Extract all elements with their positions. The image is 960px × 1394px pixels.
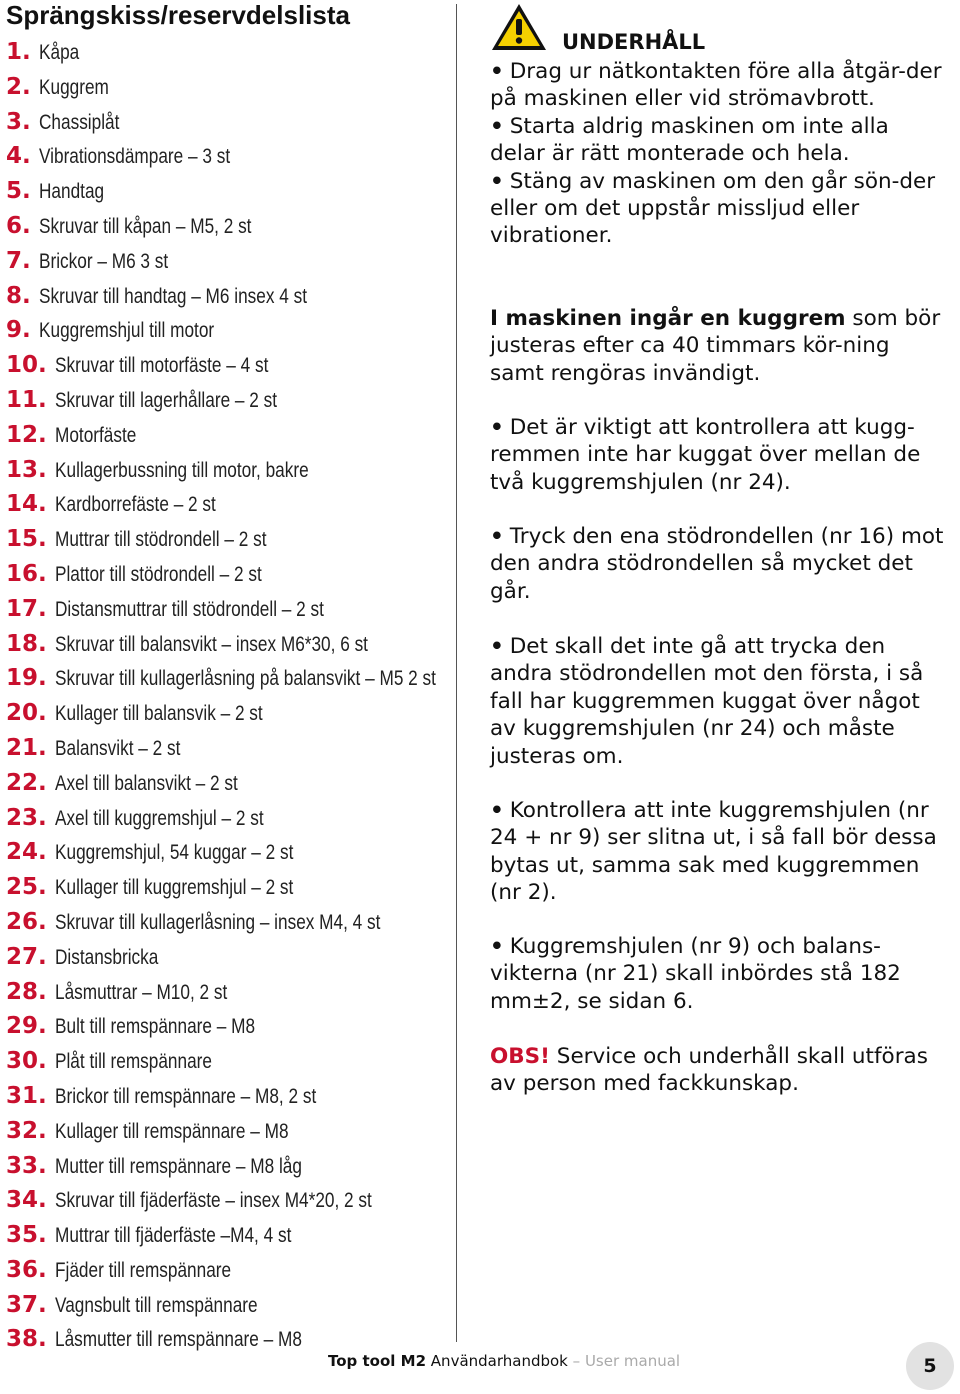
list-item — [6, 1009, 451, 1044]
list-item — [6, 1183, 451, 1218]
parts-list — [6, 35, 451, 1357]
part-text: Bult till remspännare – M8 — [54, 1015, 255, 1039]
bullet-icon: • — [490, 168, 504, 194]
part-text: Skruvar till lagerhållare – 2 st — [54, 388, 277, 412]
bullet-icon: • — [490, 634, 504, 659]
list-item — [6, 940, 451, 975]
list-item — [6, 1288, 451, 1323]
part-number: 25. — [6, 874, 47, 901]
part-text: Kullager till balansvik – 2 st — [54, 702, 263, 726]
footer-manual-sv: Användarhandbok — [430, 1352, 568, 1370]
list-item — [6, 801, 451, 836]
part-number: 36. — [6, 1256, 47, 1283]
page-number: 5 — [906, 1342, 954, 1390]
part-text: Skruvar till motorfäste – 4 st — [54, 354, 269, 378]
part-text: Skruvar till handtag – M6 insex 4 st — [38, 284, 307, 308]
warnings-list — [490, 58, 950, 250]
list-item — [6, 418, 451, 453]
warning-text: Drag ur nätkontakten före alla åtgär-der på maskinen eller vid strömavbrott. — [490, 59, 942, 112]
warning-triangle-icon — [490, 2, 548, 52]
list-item — [490, 58, 950, 113]
part-text: Låsmuttrar – M10, 2 st — [54, 980, 228, 1004]
part-number: 38. — [6, 1326, 47, 1353]
part-number: 34. — [6, 1187, 47, 1214]
bullet-icon: • — [490, 113, 504, 139]
part-number: 6. — [6, 212, 31, 239]
part-text: Kuggremshjul till motor — [38, 319, 214, 343]
list-item — [6, 522, 451, 557]
check-text: Kontrollera att inte kuggremshjulen (nr 24 + nr 9) ser slitna ut, i så fall bör dessa bytas ut, samma sak med kuggremmen (nr 2). — [490, 798, 937, 906]
check-item — [490, 933, 950, 1015]
part-text: Skruvar till kullagerlåsning – insex M4, 4 st — [54, 910, 381, 934]
part-number: 28. — [6, 978, 47, 1005]
check-text: Det är viktigt att kontrollera att kugg-remmen inte har kuggat över mellan de två kuggremshjulen (nr 24). — [490, 415, 921, 495]
part-number: 7. — [6, 247, 31, 274]
part-text: Chassiplåt — [38, 110, 120, 134]
check-item — [490, 414, 950, 496]
obs-note — [490, 1043, 950, 1098]
part-number: 10. — [6, 352, 47, 379]
list-item — [6, 870, 451, 905]
bullet-icon: • — [490, 59, 504, 84]
part-text: Muttrar till stödrondell – 2 st — [54, 528, 267, 552]
part-number: 20. — [6, 700, 47, 727]
obs-text: Service och underhåll skall utföras av person med fackkunskap. — [490, 1044, 928, 1097]
part-number: 23. — [6, 804, 47, 831]
part-text: Motorfäste — [54, 423, 137, 447]
list-item — [6, 279, 451, 314]
part-text: Brickor till remspännare – M8, 2 st — [54, 1084, 317, 1108]
page-footer — [328, 1352, 680, 1370]
part-text: Brickor – M6 3 st — [38, 249, 168, 273]
list-item — [6, 1044, 451, 1079]
part-number: 32. — [6, 1117, 47, 1144]
part-number: 31. — [6, 1082, 47, 1109]
part-text: Skruvar till balansvikt – insex M6*30, 6 st — [54, 632, 368, 656]
list-item — [6, 348, 451, 383]
part-number: 29. — [6, 1013, 47, 1040]
list-item — [6, 244, 451, 279]
list-item — [6, 696, 451, 731]
part-text: Skruvar till kullagerlåsning på balansvikt – M5 2 st — [54, 667, 436, 691]
list-item — [6, 627, 451, 662]
list-item — [6, 592, 451, 627]
list-item — [6, 1114, 451, 1149]
list-item — [6, 661, 451, 696]
part-number: 4. — [6, 143, 31, 170]
part-text: Kardborrefäste – 2 st — [54, 493, 216, 517]
part-number: 26. — [6, 908, 47, 935]
list-item — [490, 113, 950, 168]
bullet-icon: • — [490, 524, 504, 549]
list-item — [6, 1218, 451, 1253]
part-text: Kåpa — [38, 41, 79, 64]
warning-text: Stäng av maskinen om den går sön-der eller om det uppstår missljud eller vibrationer. — [490, 168, 936, 249]
part-number: 11. — [6, 386, 47, 413]
list-item — [6, 139, 451, 174]
footer-separator: – — [572, 1352, 581, 1370]
part-number: 17. — [6, 595, 47, 622]
list-item — [6, 313, 451, 348]
list-item — [6, 1079, 451, 1114]
list-item — [6, 905, 451, 940]
part-number: 15. — [6, 526, 47, 553]
list-item — [6, 105, 451, 140]
part-text: Plåt till remspännare — [54, 1050, 212, 1074]
part-number: 2. — [6, 73, 31, 100]
list-item — [6, 975, 451, 1010]
part-text: Balansvikt – 2 st — [54, 736, 181, 760]
list-item — [6, 487, 451, 522]
part-number: 8. — [6, 282, 31, 309]
check-item — [490, 523, 950, 605]
list-item — [6, 453, 451, 488]
part-text: Kullagerbussning till motor, bakre — [54, 458, 309, 482]
part-number: 35. — [6, 1222, 47, 1249]
list-item — [6, 70, 451, 105]
list-item — [6, 209, 451, 244]
check-item — [490, 633, 950, 770]
part-text: Kuggremshjul, 54 kuggar – 2 st — [54, 841, 294, 865]
check-item — [490, 797, 950, 907]
bullet-icon: • — [490, 415, 504, 440]
part-text: Skruvar till fjäderfäste – insex M4*20, 2 st — [54, 1189, 372, 1213]
part-number: 22. — [6, 769, 47, 796]
part-number: 24. — [6, 839, 47, 866]
footer-manual-en: User manual — [584, 1352, 681, 1370]
part-number: 9. — [6, 317, 31, 344]
part-text: Skruvar till kåpan – M5, 2 st — [38, 214, 252, 238]
list-item — [6, 766, 451, 801]
list-item — [490, 168, 950, 250]
list-item — [6, 383, 451, 418]
intro-paragraph — [490, 305, 950, 387]
part-text: Vibrationsdämpare – 3 st — [38, 145, 230, 169]
part-number: 12. — [6, 421, 47, 448]
part-text: Muttrar till fjäderfäste –M4, 4 st — [54, 1224, 292, 1248]
list-item — [6, 35, 451, 70]
part-text: Distansbricka — [54, 945, 159, 969]
part-text: Handtag — [38, 180, 104, 204]
page-title: Sprängskiss/reservdelslista — [6, 0, 350, 30]
check-text: Det skall det inte gå att trycka den andra stödrondellen mot den första, i så fall har kuggremmen kuggat över något av kuggremshjulen (nr 24) och måste justeras om. — [490, 634, 924, 769]
maintenance-heading: UNDERHÅLL — [562, 30, 706, 54]
bullet-icon: • — [490, 798, 504, 823]
part-text: Vagnsbult till remspännare — [54, 1293, 258, 1317]
part-text: Distansmuttrar till stödrondell – 2 st — [54, 597, 324, 621]
check-text: Kuggremshjulen (nr 9) och balans-vikterna (nr 21) skall inbördes stå 182 mm±2, se sidan 6. — [490, 934, 901, 1014]
check-text: Tryck den ena stödrondellen (nr 16) mot den andra stödrondellen så mycket det går. — [490, 524, 944, 604]
part-number: 16. — [6, 560, 47, 587]
footer-brand: Top tool M2 — [328, 1352, 427, 1370]
list-item — [6, 1253, 451, 1288]
list-item — [6, 731, 451, 766]
part-number: 1. — [6, 39, 31, 65]
column-divider — [456, 4, 457, 1342]
part-number: 21. — [6, 734, 47, 761]
part-number: 13. — [6, 456, 47, 483]
part-number: 30. — [6, 1048, 47, 1075]
bullet-icon: • — [490, 934, 504, 959]
part-number: 27. — [6, 943, 47, 970]
list-item — [6, 557, 451, 592]
list-item — [6, 174, 451, 209]
intro-bold: I maskinen ingår en kuggrem — [490, 306, 846, 331]
part-number: 5. — [6, 178, 31, 205]
part-text: Låsmutter till remspännare – M8 — [54, 1328, 302, 1352]
part-text: Fjäder till remspännare — [54, 1258, 231, 1282]
part-text: Kuggrem — [38, 75, 109, 99]
warning-text: Starta aldrig maskinen om inte alla delar är rätt monterade och hela. — [490, 113, 889, 167]
part-number: 3. — [6, 108, 31, 135]
part-text: Axel till balansvikt – 2 st — [54, 771, 238, 795]
part-number: 19. — [6, 665, 47, 692]
part-number: 37. — [6, 1291, 47, 1318]
part-number: 18. — [6, 630, 47, 657]
part-number: 14. — [6, 491, 47, 518]
part-text: Kullager till remspännare – M8 — [54, 1119, 289, 1143]
part-text: Mutter till remspännare – M8 låg — [54, 1154, 302, 1178]
part-text: Plattor till stödrondell – 2 st — [54, 562, 262, 586]
list-item — [6, 835, 451, 870]
part-text: Axel till kuggremshjul – 2 st — [54, 806, 264, 830]
part-text: Kullager till kuggremshjul – 2 st — [54, 876, 294, 900]
obs-label: OBS! — [490, 1044, 550, 1069]
intro-text: som bör justeras efter ca 40 timmars kör-ning samt rengöras invändigt. — [490, 306, 941, 386]
list-item — [6, 1149, 451, 1184]
part-number: 33. — [6, 1152, 47, 1179]
